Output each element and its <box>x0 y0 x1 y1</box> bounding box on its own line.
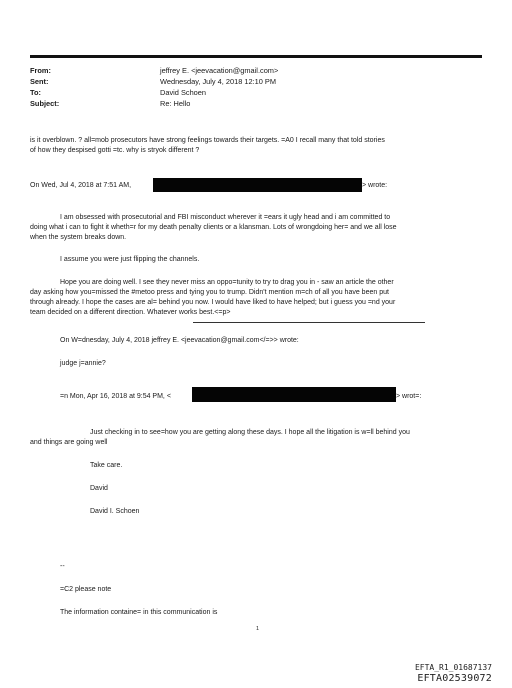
signature-name: David <box>90 485 108 492</box>
header-rule <box>30 55 482 58</box>
take-care: Take care. <box>90 462 123 469</box>
footer-code-2: EFTA02539072 <box>417 673 492 684</box>
paragraph-3-line-3: through already. I hope the cases are al= behind you now. I would have liked to have helped; but i guess you =nd your <box>30 299 396 306</box>
footer-code-1: EFTA_R1_01687137 <box>414 663 492 672</box>
subject-value: Re: Hello <box>160 99 191 108</box>
judge-line: judge j=annie? <box>60 360 106 367</box>
checkin-line-1: Just checking in to see=how you are getting along these days. I hope all the litigation is w=ll behind you <box>90 429 410 436</box>
to-label: To: <box>30 88 41 97</box>
reply-line-2: of how they despised gotti =tc. why is stryok different ? <box>30 147 200 154</box>
paragraph-1-line-3: when the system breaks down. <box>30 234 127 241</box>
paragraph-2: I assume you were just flipping the channels. <box>60 256 200 263</box>
quote3-header-start: =n Mon, Apr 16, 2018 at 9:54 PM, < <box>60 393 171 400</box>
sent-value: Wednesday, July 4, 2018 12:10 PM <box>160 77 276 86</box>
quote3-header-end: > wrot=: <box>396 393 422 400</box>
to-value: David Schoen <box>160 88 207 97</box>
paragraph-1-line-2: doing what i can to fight it wheth=r for my death penalty clients or a klansman. Lots of wrongdoing her= and we all lose <box>30 224 397 231</box>
redaction-block <box>192 387 396 402</box>
signature-underline <box>193 322 425 323</box>
quote2-header: On W=dnesday, July 4, 2018 jeffrey E. <jeevacation@gmail.com</=>> wrote: <box>60 337 299 344</box>
paragraph-1-line-1: I am obsessed with prosecutorial and FBI misconduct wherever it =ears it ugly head and i am committed to <box>60 214 391 221</box>
checkin-line-2: and things are going well <box>30 439 108 446</box>
info-line: The information containe= in this communication is <box>60 609 218 616</box>
from-label: From: <box>30 66 51 75</box>
signature-full-name: David I. Schoen <box>90 508 140 515</box>
c2-line: =C2 please note <box>60 586 112 593</box>
sent-label: Sent: <box>30 77 49 86</box>
quote1-header-start: On Wed, Jul 4, 2018 at 7:51 AM, <box>30 182 132 189</box>
page-number: 1 <box>256 626 260 632</box>
quote1-header-end: > wrote: <box>362 182 388 189</box>
paragraph-3-line-2: day asking how you=missed the #metoo press and tying you to trump. Didn't mention m=ch of all you have been put <box>30 289 389 296</box>
subject-label: Subject: <box>30 99 60 108</box>
reply-line-1: is it overblown. ? all=mob prosecutors have strong feelings towards their targets. =A0 I recall many that told stories <box>30 137 385 144</box>
from-value: jeffrey E. <jeevacation@gmail.com> <box>160 66 279 75</box>
paragraph-3-line-1: Hope you are doing well. I see they never miss an oppo=tunity to try to drag you in - saw an article the other <box>60 279 394 286</box>
paragraph-3-line-4: team decided on a different direction. Whatever works best.<=p> <box>30 309 231 316</box>
redaction-block <box>153 178 362 192</box>
separator-dash: -- <box>60 563 65 570</box>
